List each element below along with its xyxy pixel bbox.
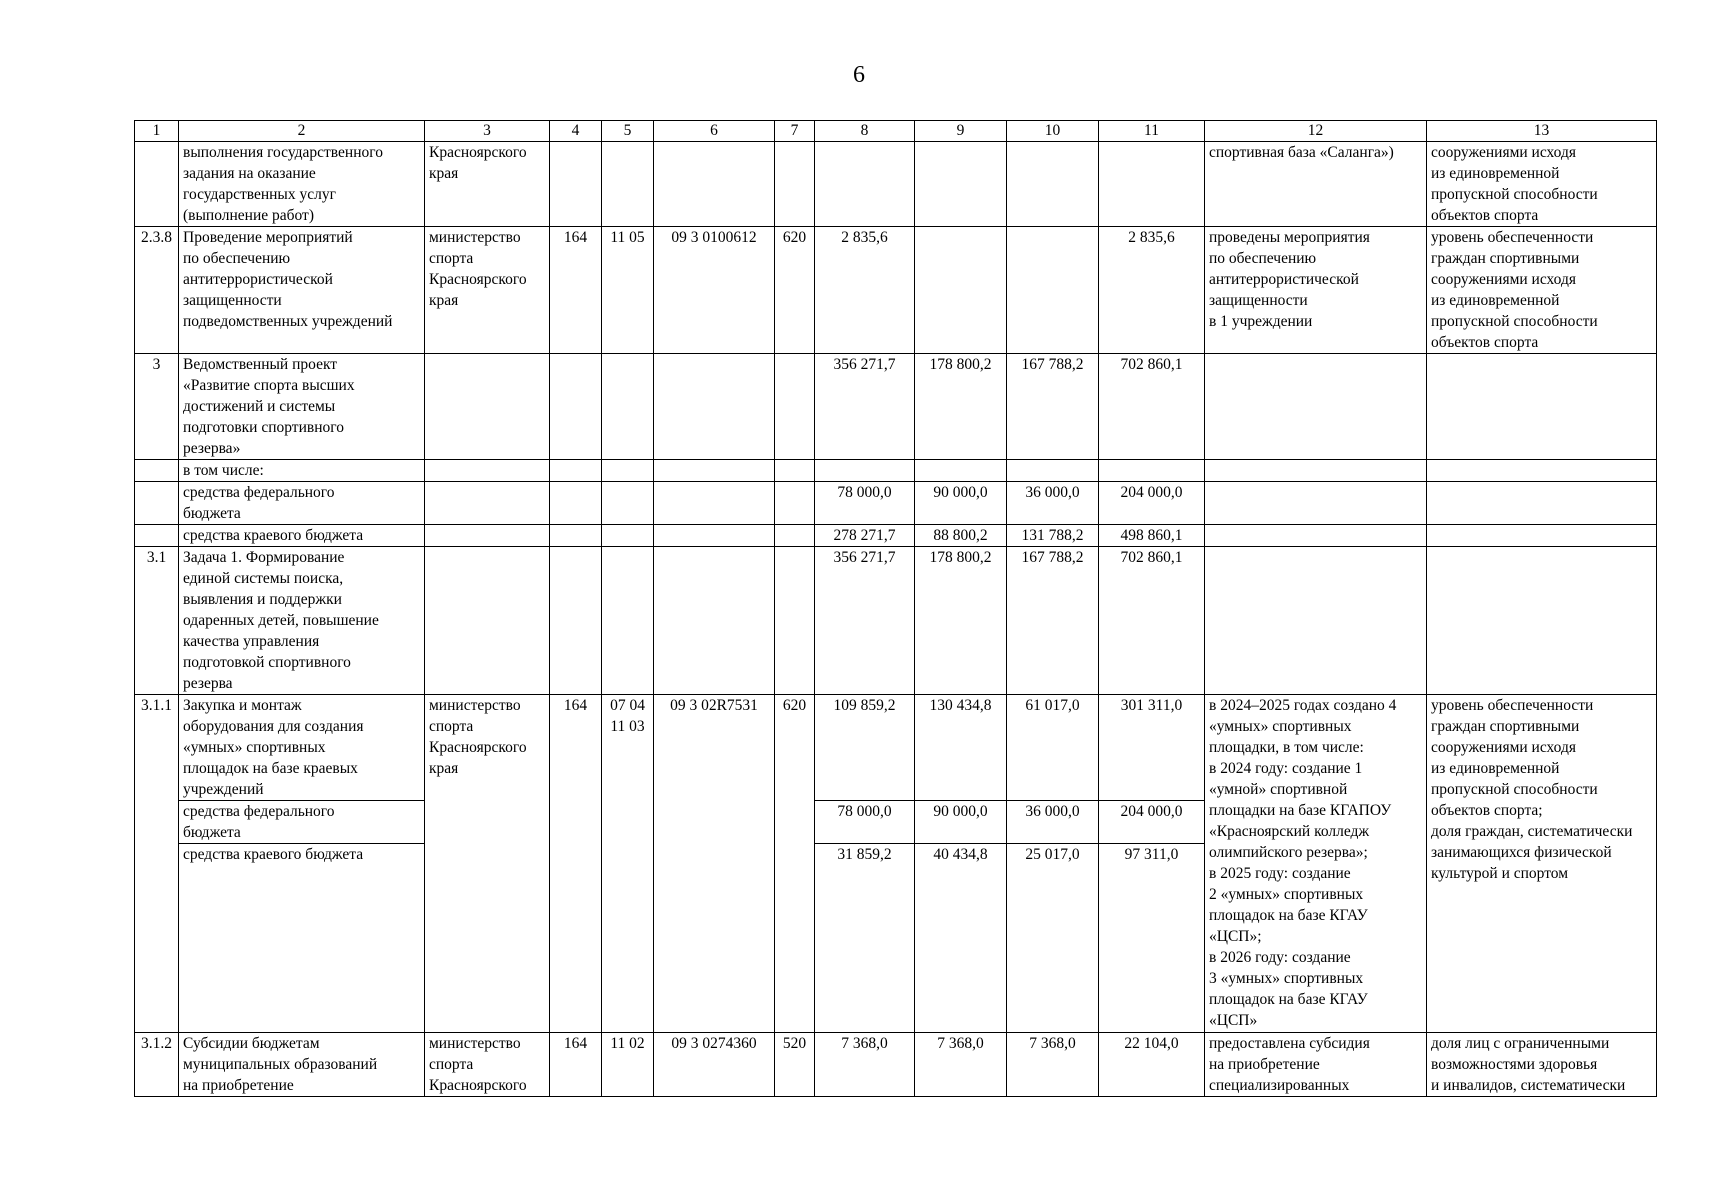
amount-col11: 702 860,1 — [1099, 354, 1205, 460]
code-csr — [654, 525, 775, 547]
amount-col9: 40 434,8 — [915, 844, 1007, 1033]
table-row — [135, 525, 1657, 547]
amount-col8 — [815, 460, 915, 482]
amount-col11: 702 860,1 — [1099, 547, 1205, 695]
header-cell: 3 — [425, 121, 550, 142]
indicator: доля лиц с ограниченными возможностями здоровья и инвалидов, систематически — [1427, 1033, 1657, 1097]
indicator: уровень обеспеченности граждан спортивными сооружениями исходя из единовременной пропускной способности объектов спорта — [1427, 227, 1657, 354]
indicator — [1427, 354, 1657, 460]
amount-col9: 7 368,0 — [915, 1033, 1007, 1097]
amount-col8: 278 271,7 — [815, 525, 915, 547]
table-row — [135, 695, 1657, 801]
header-cell: 13 — [1427, 121, 1657, 142]
code-rzpr: 07 04 11 03 — [602, 695, 654, 1033]
budget-table — [134, 120, 1657, 1097]
row-number: 2.3.8 — [135, 227, 179, 354]
table-row — [135, 547, 1657, 695]
code-csr — [654, 354, 775, 460]
amount-col10: 25 017,0 — [1007, 844, 1099, 1033]
code-vr: 620 — [775, 695, 815, 1033]
amount-col8 — [815, 142, 915, 227]
amount-col10: 167 788,2 — [1007, 354, 1099, 460]
code-vr — [775, 482, 815, 525]
expected-result: предоставлена субсидия на приобретение специализированных — [1205, 1033, 1427, 1097]
table-row — [135, 482, 1657, 525]
header-cell: 7 — [775, 121, 815, 142]
amount-col10: 36 000,0 — [1007, 482, 1099, 525]
row-number — [135, 525, 179, 547]
code-rzpr — [602, 547, 654, 695]
table-row — [135, 142, 1657, 227]
code-vr: 620 — [775, 227, 815, 354]
amount-col9 — [915, 460, 1007, 482]
expected-result: в 2024–2025 годах создано 4 «умных» спортивных площадки, в том числе: в 2024 году: создание 1 «умной» спортивной площадки на базе КГАПОУ «Красноярский колледж олимпийского резерва»; в 2025 году: создание 2 «умных» спортивных площадок на базе КГАУ «ЦСП»; в 2026 году: создание 3 «умных» спортивных площадок на базе КГАУ «ЦСП» — [1205, 695, 1427, 1033]
amount-col8: 31 859,2 — [815, 844, 915, 1033]
responsible — [425, 460, 550, 482]
header-cell: 2 — [179, 121, 425, 142]
code-grbs — [550, 482, 602, 525]
code-csr — [654, 142, 775, 227]
amount-col8: 356 271,7 — [815, 354, 915, 460]
code-vr — [775, 525, 815, 547]
amount-col8: 78 000,0 — [815, 801, 915, 844]
responsible — [425, 525, 550, 547]
code-grbs — [550, 460, 602, 482]
amount-col8: 7 368,0 — [815, 1033, 915, 1097]
code-csr — [654, 547, 775, 695]
row-number — [135, 460, 179, 482]
code-grbs — [550, 547, 602, 695]
code-csr — [654, 460, 775, 482]
amount-col10: 167 788,2 — [1007, 547, 1099, 695]
code-rzpr — [602, 460, 654, 482]
row-number — [135, 482, 179, 525]
header-cell: 5 — [602, 121, 654, 142]
code-grbs: 164 — [550, 1033, 602, 1097]
code-grbs — [550, 354, 602, 460]
item-name: в том числе: — [179, 460, 425, 482]
amount-col11: 22 104,0 — [1099, 1033, 1205, 1097]
amount-col11: 204 000,0 — [1099, 801, 1205, 844]
amount-col9: 178 800,2 — [915, 547, 1007, 695]
header-cell: 8 — [815, 121, 915, 142]
code-vr — [775, 460, 815, 482]
amount-col10: 36 000,0 — [1007, 801, 1099, 844]
amount-col10 — [1007, 142, 1099, 227]
code-csr: 09 3 0274360 — [654, 1033, 775, 1097]
amount-col10: 61 017,0 — [1007, 695, 1099, 801]
item-name: средства федерального бюджета — [179, 801, 425, 844]
code-vr — [775, 354, 815, 460]
item-name: средства краевого бюджета — [179, 844, 425, 1033]
item-name: средства федерального бюджета — [179, 482, 425, 525]
expected-result — [1205, 482, 1427, 525]
code-vr — [775, 142, 815, 227]
amount-col9: 130 434,8 — [915, 695, 1007, 801]
row-number: 3.1 — [135, 547, 179, 695]
responsible: министерство спорта Красноярского края — [425, 227, 550, 354]
amount-col9: 178 800,2 — [915, 354, 1007, 460]
page-number: 6 — [853, 62, 865, 88]
code-csr — [654, 482, 775, 525]
amount-col9 — [915, 142, 1007, 227]
amount-col9: 88 800,2 — [915, 525, 1007, 547]
header-cell: 11 — [1099, 121, 1205, 142]
code-vr — [775, 547, 815, 695]
expected-result — [1205, 525, 1427, 547]
table-row — [135, 354, 1657, 460]
indicator — [1427, 525, 1657, 547]
amount-col8: 2 835,6 — [815, 227, 915, 354]
amount-col8: 109 859,2 — [815, 695, 915, 801]
row-number: 3 — [135, 354, 179, 460]
item-name: Субсидии бюджетам муниципальных образований на приобретение — [179, 1033, 425, 1097]
header-cell: 10 — [1007, 121, 1099, 142]
row-number — [135, 142, 179, 227]
amount-col9: 90 000,0 — [915, 482, 1007, 525]
expected-result: проведены мероприятия по обеспечению антитеррористической защищенности в 1 учреждении — [1205, 227, 1427, 354]
responsible — [425, 354, 550, 460]
header-cell: 1 — [135, 121, 179, 142]
amount-col11: 498 860,1 — [1099, 525, 1205, 547]
item-name: Закупка и монтаж оборудования для создания «умных» спортивных площадок на базе краевых учреждений — [179, 695, 425, 801]
expected-result — [1205, 460, 1427, 482]
indicator: сооружениями исходя из единовременной пропускной способности объектов спорта — [1427, 142, 1657, 227]
row-number: 3.1.1 — [135, 695, 179, 1033]
responsible: министерство спорта Красноярского — [425, 1033, 550, 1097]
header-cell: 6 — [654, 121, 775, 142]
header-cell: 9 — [915, 121, 1007, 142]
code-grbs — [550, 142, 602, 227]
indicator — [1427, 482, 1657, 525]
item-name: Задача 1. Формирование единой системы поиска, выявления и поддержки одаренных детей, повышение качества управления подготовкой спортивного резерва — [179, 547, 425, 695]
item-name: выполнения государственного задания на оказание государственных услуг (выполнение работ) — [179, 142, 425, 227]
indicator — [1427, 460, 1657, 482]
amount-col11 — [1099, 460, 1205, 482]
expected-result — [1205, 547, 1427, 695]
responsible: Красноярского края — [425, 142, 550, 227]
responsible — [425, 482, 550, 525]
indicator: уровень обеспеченности граждан спортивными сооружениями исходя из единовременной пропускной способности объектов спорта; доля граждан, систематически занимающихся физической культурой и спортом — [1427, 695, 1657, 1033]
table-row — [135, 1033, 1657, 1097]
amount-col9 — [915, 227, 1007, 354]
code-grbs: 164 — [550, 695, 602, 1033]
item-name: средства краевого бюджета — [179, 525, 425, 547]
responsible: министерство спорта Красноярского края — [425, 695, 550, 1033]
table-row — [135, 460, 1657, 482]
expected-result: спортивная база «Саланга») — [1205, 142, 1427, 227]
amount-col11: 204 000,0 — [1099, 482, 1205, 525]
code-rzpr — [602, 482, 654, 525]
header-cell: 12 — [1205, 121, 1427, 142]
code-rzpr: 11 05 — [602, 227, 654, 354]
item-name: Ведомственный проект «Развитие спорта высших достижений и системы подготовки спортивного резерва» — [179, 354, 425, 460]
code-rzpr: 11 02 — [602, 1033, 654, 1097]
amount-col9: 90 000,0 — [915, 801, 1007, 844]
amount-col10: 7 368,0 — [1007, 1033, 1099, 1097]
item-name: Проведение мероприятий по обеспечению антитеррористической защищенности подведомственных учреждений — [179, 227, 425, 354]
table-row — [135, 227, 1657, 354]
row-number: 3.1.2 — [135, 1033, 179, 1097]
amount-col8: 356 271,7 — [815, 547, 915, 695]
code-grbs: 164 — [550, 227, 602, 354]
amount-col11: 2 835,6 — [1099, 227, 1205, 354]
amount-col11: 301 311,0 — [1099, 695, 1205, 801]
code-rzpr — [602, 354, 654, 460]
code-csr: 09 3 02R7531 — [654, 695, 775, 1033]
amount-col11 — [1099, 142, 1205, 227]
header-cell: 4 — [550, 121, 602, 142]
code-csr: 09 3 0100612 — [654, 227, 775, 354]
amount-col10 — [1007, 460, 1099, 482]
indicator — [1427, 547, 1657, 695]
responsible — [425, 547, 550, 695]
amount-col10: 131 788,2 — [1007, 525, 1099, 547]
amount-col11: 97 311,0 — [1099, 844, 1205, 1033]
code-vr: 520 — [775, 1033, 815, 1097]
code-rzpr — [602, 525, 654, 547]
expected-result — [1205, 354, 1427, 460]
code-grbs — [550, 525, 602, 547]
header-row — [135, 121, 1657, 142]
code-rzpr — [602, 142, 654, 227]
amount-col10 — [1007, 227, 1099, 354]
amount-col8: 78 000,0 — [815, 482, 915, 525]
